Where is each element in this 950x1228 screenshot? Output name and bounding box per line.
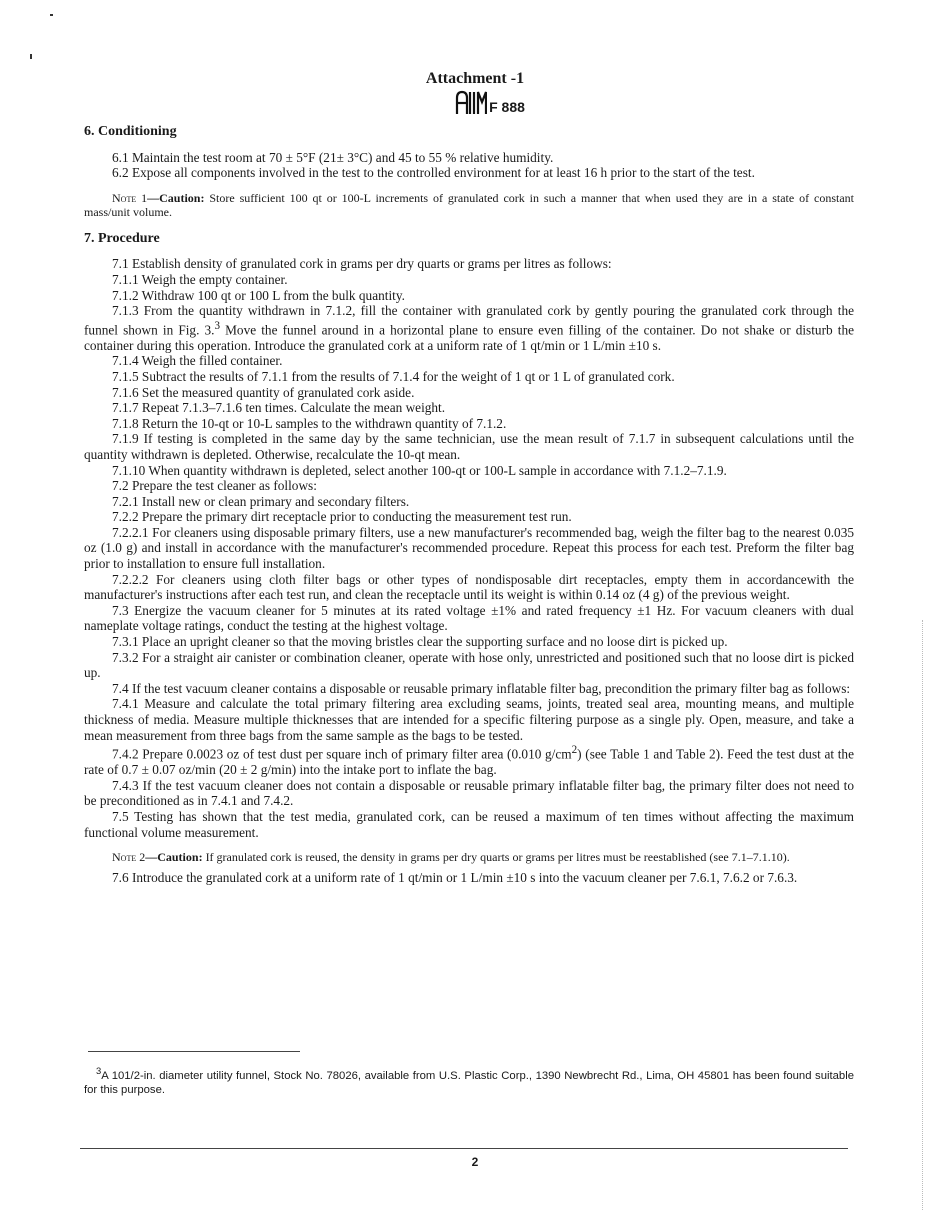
paragraph: 7.3.2 For a straight air canister or combination cleaner, operate with hose only, unrestricted and positioned such that no loose dirt is picked up. [84, 649, 854, 681]
paragraph: 7.5 Testing has shown that the test media, granulated cork, can be reused a maximum of ten times without affecting the maximum functional volume measurement. [84, 809, 854, 840]
paragraph: 7.2 Prepare the test cleaner as follows: [112, 478, 317, 494]
scan-edge [922, 620, 924, 1210]
section-heading: 7. Procedure [84, 230, 160, 246]
astm-logo-icon [455, 90, 487, 116]
paragraph: 7.4.3 If the test vacuum cleaner does not contain a disposable or reusable primary inflatable filter bag, the primary filter does not need to be preconditioned as in 7.4.1 and 7.4.2. [84, 777, 854, 809]
footnote-divider [88, 1051, 300, 1052]
paragraph: 7.1 Establish density of granulated cork in grams per dry quarts or grams per litres as follows: [112, 256, 612, 272]
attachment-title: Attachment -1 [425, 70, 525, 87]
caution-label: —Caution: [147, 190, 205, 205]
standard-designation [0, 90, 950, 116]
caution-label: —Caution: [145, 850, 203, 865]
paragraph: 7.2.2.2 For cleaners using cloth filter bags or other types of nondisposable dirt receptacles, empty them in accordancewith the manufacturer's instructions after each test run, and clean the receptacle until its weight is within 0.14 oz (4 g) of the previous weight. [84, 571, 854, 603]
paragraph: 7.1.1 Weigh the empty container. [112, 271, 288, 287]
note-1 [84, 191, 854, 219]
paragraph: 7.1.5 Subtract the results of 7.1.1 from the results of 7.1.4 for the weight of 1 qt or 1 L of granulated cork. [112, 368, 675, 384]
paragraph: 7.4.1 Measure and calculate the total primary filtering area excluding seams, joints, treated seal area, mounting means, and multiple thickness of media. Measure multiple thicknesses that are intended for a specific filtering purpose as a single ply. Open, measure, and take a mean measurement from three bags from the same sample as the bags to be tested. [84, 696, 854, 743]
note-label: Note 2 [112, 850, 146, 865]
footnote-ref: 3 [214, 319, 221, 332]
paragraph: 7.6 Introduce the granulated cork at a uniform rate of 1 qt/min or 1 L/min ±10 s into the vacuum cleaner per 7.6.1, 7.6.2 or 7.6.3. [112, 870, 798, 886]
paragraph: 7.4 If the test vacuum cleaner contains a disposable or reusable primary inflatable filter bag, precondition the primary filter bag as follows: [112, 680, 851, 696]
page-bottom-rule [80, 1148, 848, 1149]
footnote-text: A 101/2-in. diameter utility funnel, Stock No. 78026, available from U.S. Plastic Corp., 1390 Newbrecht Rd., Lima, OH 45801 has been found suitable for this purpose. [84, 1069, 854, 1096]
paragraph [84, 743, 854, 778]
scan-speck [30, 54, 32, 59]
note-text: Store sufficient 100 qt or 100-L increments of granulated cork in such a manner that when used they are in a state of constant mass/unit volume. [84, 190, 854, 219]
document-body [84, 124, 854, 886]
note-text: If granulated cork is reused, the density in grams per dry quarts or grams per litres must be reestablished (see 7.1–7.1.10). [202, 850, 790, 865]
paragraph: 7.1.7 Repeat 7.1.3–7.1.6 ten times. Calculate the mean weight. [112, 400, 446, 416]
footnote-marker: 3 [96, 1065, 102, 1076]
paragraph: 7.2.2.1 For cleaners using disposable primary filters, use a new manufacturer's recommended bag, weigh the filter bag to the nearest 0.035 oz (1.0 g) and install in accordance with the manufacturer's recommended procedure. Repeat this process for each test. Preform the filter bag prior to installation to ensure full installation. [84, 524, 854, 572]
paragraph: 7.1.10 When quantity withdrawn is depleted, select another 100-qt or 100-L sample in accordance with 7.1.2–7.1.9. [112, 462, 727, 478]
paragraph: 6.1 Maintain the test room at 70 ± 5°F (21± 3°C) and 45 to 55 % relative humidity. [112, 149, 554, 165]
paragraph-text: 7.4.2 Prepare 0.0023 oz of test dust per square inch of primary filter area (0.010 g/cm [112, 746, 572, 762]
paragraph: 7.1.8 Return the 10-qt or 10-L samples to the withdrawn quantity of 7.1.2. [112, 415, 507, 431]
paragraph: 6.2 Expose all components involved in the test to the controlled environment for at least 16 h prior to the start of the test. [112, 165, 755, 181]
standard-number: F 888 [489, 99, 525, 115]
footnote [84, 1064, 854, 1097]
paragraph-text: 7.1.3 From the quantity withdrawn in 7.1.2, fill the container with granulated cork by gently pouring the granulated cork through the funnel shown in Fig. 3. [84, 303, 854, 338]
note-2 [84, 850, 854, 864]
paragraph: 7.2.2 Prepare the primary dirt receptacle prior to conducting the measurement test run. [112, 509, 572, 525]
note-label: Note 1 [112, 190, 148, 205]
paragraph: 7.1.6 Set the measured quantity of granulated cork aside. [112, 384, 415, 400]
page-header [0, 70, 950, 116]
paragraph: 7.1.4 Weigh the filled container. [112, 353, 283, 369]
paragraph-text: Move the funnel around in a horizontal plane to ensure even filling of the container. Do not shake or disturb the container during this operation. Introduce the granulated cork at a uniform rate of 1 qt/min or 1 L/min ±10 s. [84, 322, 854, 353]
paragraph [84, 303, 854, 353]
paragraph: 7.1.9 If testing is completed in the same day by the same technician, use the mean result of 7.1.7 in subsequent calculations until the quantity withdrawn is depleted. Otherwise, recalculate the 10-qt mean. [84, 431, 854, 462]
paragraph: 7.3.1 Place an upright cleaner so that the moving bristles clear the supporting surface and no loose dirt is picked up. [112, 634, 728, 650]
scan-speck [50, 14, 53, 16]
paragraph: 7.2.1 Install new or clean primary and secondary filters. [112, 493, 410, 509]
paragraph: 7.1.2 Withdraw 100 qt or 100 L from the bulk quantity. [112, 287, 405, 303]
paragraph-text: ) (see Table 1 and Table 2). Feed the test dust at the rate of 0.7 ± 0.07 oz/min (20 ± 2 g/min) into the intake port to inflate the bag. [84, 746, 854, 778]
page-number: 2 [471, 1155, 479, 1169]
superscript: 2 [571, 744, 578, 757]
section-heading: 6. Conditioning [84, 124, 177, 139]
paragraph: 7.3 Energize the vacuum cleaner for 5 minutes at its rated voltage ±1% and rated frequency ±1 Hz. For vacuum cleaners with dual nameplate voltage ratings, conduct the testing at the highest voltage. [84, 602, 854, 634]
